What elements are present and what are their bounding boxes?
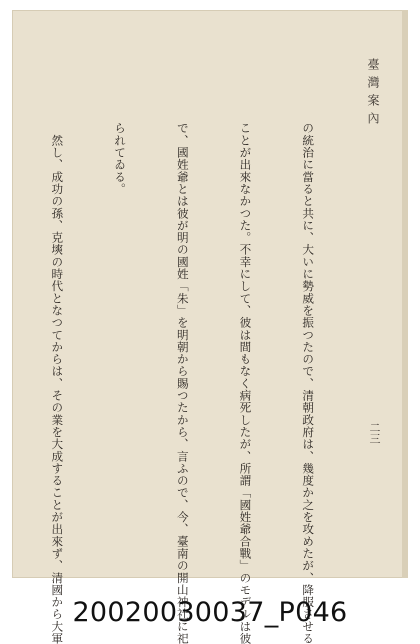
image-caption: 20020030037_P046 [72,596,348,628]
page-edge [402,10,408,578]
text-column: 然し、成功の孫、克塽の時代となつてからは、その業を大成することが出來ず、清國から大軍 [50,122,65,644]
text-column: の統治に當ると共に、大いに勢威を振つたので、清朝政府は、幾度か之を攻めたが、降服させる [301,122,316,644]
page-number: 二三 [368,422,381,444]
caption-bar [0,590,420,634]
text-column [0,122,5,554]
text-column: られてゐる。 [113,122,128,195]
text-column: で、國姓爺とは彼が明の國姓「朱」を明朝から賜つたから、言ふので、今、臺南の開山神社に祀 [175,122,190,644]
text-column: ことが出來なかつた。不幸にして、彼は間もなく病死したが、所謂「國姓爺合戰」のモデルは彼 [238,122,253,644]
running-header: 臺灣案內 [366,58,380,130]
